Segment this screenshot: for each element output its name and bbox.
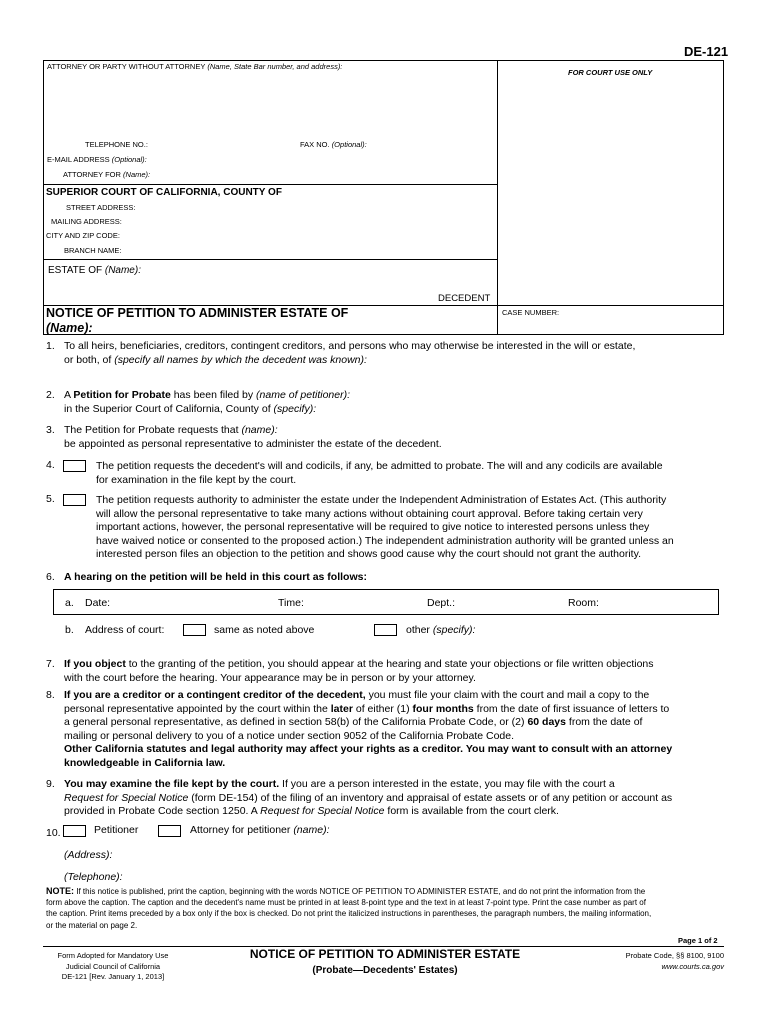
hearing-info-box xyxy=(53,589,719,615)
fax-label: FAX NO. (Optional): xyxy=(300,140,367,149)
form-adopted-info: Form Adopted for Mandatory Use Judicial Council of California DE-121 [Rev. January 1, 2013] xyxy=(57,951,169,981)
attorney-petitioner-checkbox[interactable] xyxy=(158,825,181,837)
header-right-border xyxy=(723,60,724,335)
mailing-address-label: MAILING ADDRESS: xyxy=(51,217,122,226)
item-4-checkbox[interactable] xyxy=(63,460,86,472)
court-section-border xyxy=(43,259,498,260)
caption-bottom-border xyxy=(43,334,724,335)
footer-title: NOTICE OF PETITION TO ADMINISTER ESTATE xyxy=(249,947,521,961)
item-8: 8. If you are a creditor or a contingent creditor of the decedent, you must file your claim with the court and mail a copy to the personal representative appointed by the court within the later of either (1) four months from the date of first issuance of letters to a general personal representative, as defined in section 58(b) of the California Probate Code, or (2) 60 days from the date of mailing or personal delivery to you of a notice under section 9052 of the California Probate Code. Other California statutes and legal authority may affect your rights as a creditor. You may want to consult with an attorney knowledgeable in California law. xyxy=(46,689,673,769)
court-address-label: Address of court: xyxy=(85,624,165,636)
other-address-label: other (specify): xyxy=(406,624,476,636)
header-top-border xyxy=(43,60,724,61)
item-4-number: 4. xyxy=(46,459,55,471)
item-6-number: 6. xyxy=(46,571,55,583)
notice-name-label: (Name): xyxy=(46,321,93,335)
item-5-checkbox[interactable] xyxy=(63,494,86,506)
notice-title: NOTICE OF PETITION TO ADMINISTER ESTATE OF xyxy=(46,306,349,320)
hearing-a-label: a. xyxy=(65,597,74,609)
telephone-hint-label: (Telephone): xyxy=(64,871,123,883)
hearing-b-label: b. xyxy=(65,624,74,636)
probate-code-reference: Probate Code, §§ 8100, 9100 www.courts.ca.gov xyxy=(580,951,724,972)
hearing-date-label: Date: xyxy=(85,597,111,609)
address-label: (Address): xyxy=(64,849,113,861)
item-2: 2. A Petition for Probate has been filed by (name of petitioner): in the Superior Court of California, County of (specify): xyxy=(46,389,351,415)
item-1: 1. To all heirs, beneficiaries, creditors, contingent creditors, and persons who may otherwise be interested in the will or estate, or both, of (specify all names by which the decedent was known): xyxy=(46,340,636,366)
attorney-label: ATTORNEY OR PARTY WITHOUT ATTORNEY (Name, State Bar number, and address): xyxy=(47,62,343,71)
same-address-checkbox[interactable] xyxy=(183,624,206,636)
attorney-petitioner-label: Attorney for petitioner (name): xyxy=(190,824,330,836)
petitioner-label: Petitioner xyxy=(94,824,139,836)
city-zip-label: CITY AND ZIP CODE: xyxy=(46,231,120,240)
form-number: DE-121 xyxy=(684,44,729,59)
email-label: E-MAIL ADDRESS (Optional): xyxy=(47,155,147,164)
item-3: 3. The Petition for Probate requests that (name): be appointed as personal representative to administer the estate of the decedent. xyxy=(46,424,442,450)
street-address-label: STREET ADDRESS: xyxy=(66,203,136,212)
case-number-label: CASE NUMBER: xyxy=(502,308,560,317)
hearing-dept-label: Dept.: xyxy=(427,597,456,609)
item-4-text: The petition requests the decedent's will and codicils, if any, be admitted to probate. The will and any codicils are available for examination in the file kept by the court. xyxy=(96,460,663,486)
hearing-room-label: Room: xyxy=(568,597,599,609)
page-number: Page 1 of 2 xyxy=(678,936,718,945)
other-address-checkbox[interactable] xyxy=(374,624,397,636)
court-use-divider xyxy=(497,60,498,335)
branch-name-label: BRANCH NAME: xyxy=(64,246,122,255)
same-address-label: same as noted above xyxy=(214,624,315,636)
petitioner-checkbox[interactable] xyxy=(63,825,86,837)
item-9: 9. You may examine the file kept by the court. If you are a person interested in the estate, you may file with the court a Request for Special Notice (form DE-154) of the filing of an inventory and appraisal of estate assets or of any petition or account as provided in Probate Code section 1250. A Request for Special Notice form is available from the court clerk. xyxy=(46,778,673,818)
telephone-label: TELEPHONE NO.: xyxy=(85,140,148,149)
item-5-number: 5. xyxy=(46,493,55,505)
item-6-title: A hearing on the petition will be held in this court as follows: xyxy=(64,571,367,583)
publication-note: NOTE: If this notice is published, print the caption, beginning with the words NOTICE OF PETITION TO ADMINISTER ESTATE, and do not print the information from the form above the caption. The caption and the decedent's name must be printed in at least 8-point type and the text in at least 7-point type. Print the case number as part of the caption. Print items preceded by a box only if the box is checked. Do not print the italicized instructions in parentheses, the paragraph numbers, the mailing information, or the material on page 2. xyxy=(46,886,652,930)
item-10-number: 10. xyxy=(46,827,61,839)
courts-website-link[interactable]: www.courts.ca.gov xyxy=(661,961,724,971)
footer-subtitle: (Probate—Decedents' Estates) xyxy=(312,965,458,976)
item-7: 7. If you object to the granting of the petition, you should appear at the hearing and state your objections or file written objections with the court before the hearing. Your appearance may be in person or by your attorney. xyxy=(46,658,654,684)
court-use-label: FOR COURT USE ONLY xyxy=(568,68,653,77)
header-left-border xyxy=(43,60,44,335)
estate-of-label: ESTATE OF (Name): xyxy=(48,265,141,276)
court-title: SUPERIOR COURT OF CALIFORNIA, COUNTY OF xyxy=(46,187,282,198)
attorney-for-label: ATTORNEY FOR (Name): xyxy=(63,170,151,179)
hearing-time-label: Time: xyxy=(278,597,304,609)
attorney-section-border xyxy=(43,184,498,185)
item-5-text: The petition requests authority to administer the estate under the Independent Administration of Estates Act. (This authority will allow the personal representative to take many actions without obtaining court approval. Before taking certain very important actions, however, the personal representative will be required to give notice to interested persons unless they have waived notice or consented to the proposed action.) The independent administration authority will be granted unless an interested person files an objection to the petition and shows good cause why the court should not grant the authority. xyxy=(96,494,674,561)
decedent-label: DECEDENT xyxy=(438,293,491,304)
